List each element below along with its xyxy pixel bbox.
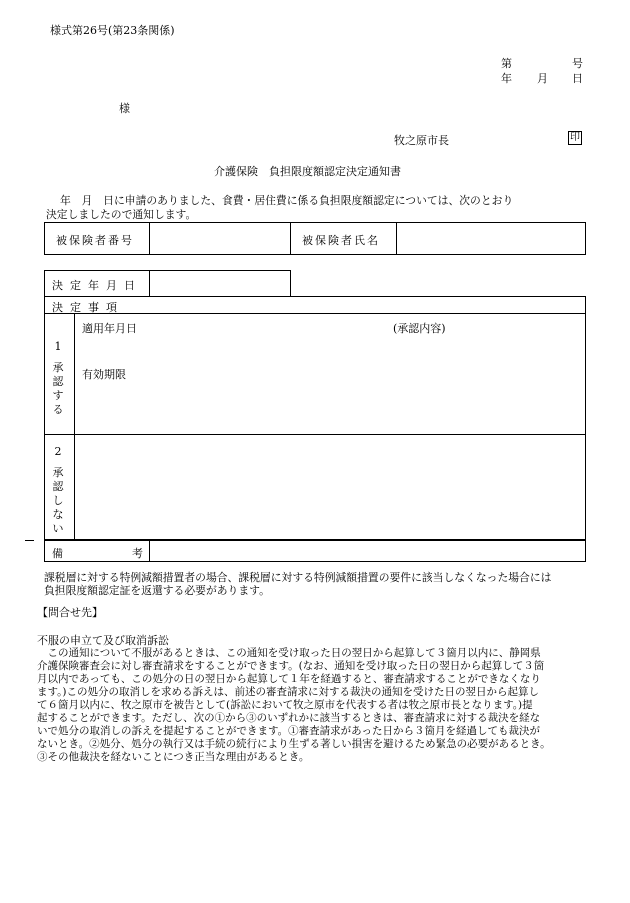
form-number: 様式第26号(第23条関係) — [50, 24, 175, 37]
remarks-label-1: 備 — [52, 547, 63, 560]
intro-line-2: 決定しましたので通知します。 — [46, 208, 197, 221]
approve-number: 1 — [54, 340, 62, 353]
decision-items-label: 決定事項 — [52, 301, 124, 314]
issuer-name: 牧之原市長 — [394, 134, 449, 147]
date-day: 日 — [572, 72, 583, 85]
appeal-line: 介護保険審査会に対し審査請求をすることができます。(なお、通知を受け取った日の翌日から起算して３箇 — [37, 660, 545, 672]
reject-label: 承認しない — [52, 466, 64, 535]
remarks-label-2: 考 — [132, 547, 143, 560]
appeal-title: 不服の申立て及び取消訴訟 — [37, 634, 169, 647]
valid-period-label: 有効期限 — [82, 368, 126, 381]
appeal-line: ないとき。②処分、処分の執行又は手続の続行により生ずる著しい損害を避けるため緊急の必要があるとき。 — [37, 738, 551, 750]
appeal-line: ③その他裁決を経ないことにつき正当な理由があるとき。 — [37, 751, 310, 763]
insured-number-label: 被保険者番号 — [56, 234, 134, 247]
addressee-suffix: 様 — [119, 102, 130, 115]
number-suffix: 号 — [572, 57, 583, 70]
approve-label: 承認する — [52, 361, 64, 416]
appeal-line: 月以内であっても、この処分の日の翌日から起算して１年を経過すると、審査請求することができなくなり — [37, 673, 541, 685]
date-month: 月 — [537, 72, 548, 85]
appeal-line: この通知について不服があるときは、この通知を受け取った日の翌日から起算して３箇月以内に、静岡県 — [37, 647, 541, 659]
reject-number: 2 — [54, 445, 62, 458]
appeal-line: ます。)この処分の取消しを求める訴えは、前述の審査請求に対する裁決の通知を受けた日の翌日から起算し — [37, 686, 540, 698]
page-title: 介護保険 負担限度額認定決定通知書 — [214, 165, 401, 178]
remarks-field[interactable] — [151, 542, 584, 560]
intro-line-1: 年 月 日に申請のありました、食費・居住費に係る負担限度額認定については、次のとおり — [60, 194, 514, 207]
note-line-2: 負担限度額認定証を返還する必要があります。 — [44, 584, 270, 597]
approval-content-label: (承認内容) — [393, 322, 446, 335]
seal-mark: 印 — [570, 132, 580, 143]
insured-name-field[interactable] — [398, 224, 584, 253]
contact-label: 【問合せ先】 — [37, 606, 103, 619]
note-line-1: 課税層に対する特例減額措置者の場合、課税層に対する特例減額措置の要件に該当しなくなった場合には — [44, 571, 552, 584]
appeal-line: 起することができます。ただし、次の①から③のいずれかに該当するときは、審査請求に対する裁決を経な — [37, 712, 541, 724]
appeal-line: て６箇月以内に、牧之原市を被告として(訴訟において牧之原市を代表する者は牧之原市長となります。)提 — [37, 699, 533, 711]
appeal-line: いで処分の取消しの訴えを提起することができます。①審査請求があった日から３箇月を経過しても裁決が — [37, 725, 541, 737]
number-label: 第 — [501, 57, 512, 70]
insured-name-label: 被保険者氏名 — [302, 234, 380, 247]
side-tick — [25, 540, 34, 541]
insured-number-field[interactable] — [151, 224, 288, 253]
decision-date-label: 決定年月日 — [52, 279, 142, 292]
apply-date-label: 適用年月日 — [82, 322, 137, 335]
decision-date-field[interactable] — [151, 272, 289, 295]
date-year: 年 — [501, 72, 512, 85]
